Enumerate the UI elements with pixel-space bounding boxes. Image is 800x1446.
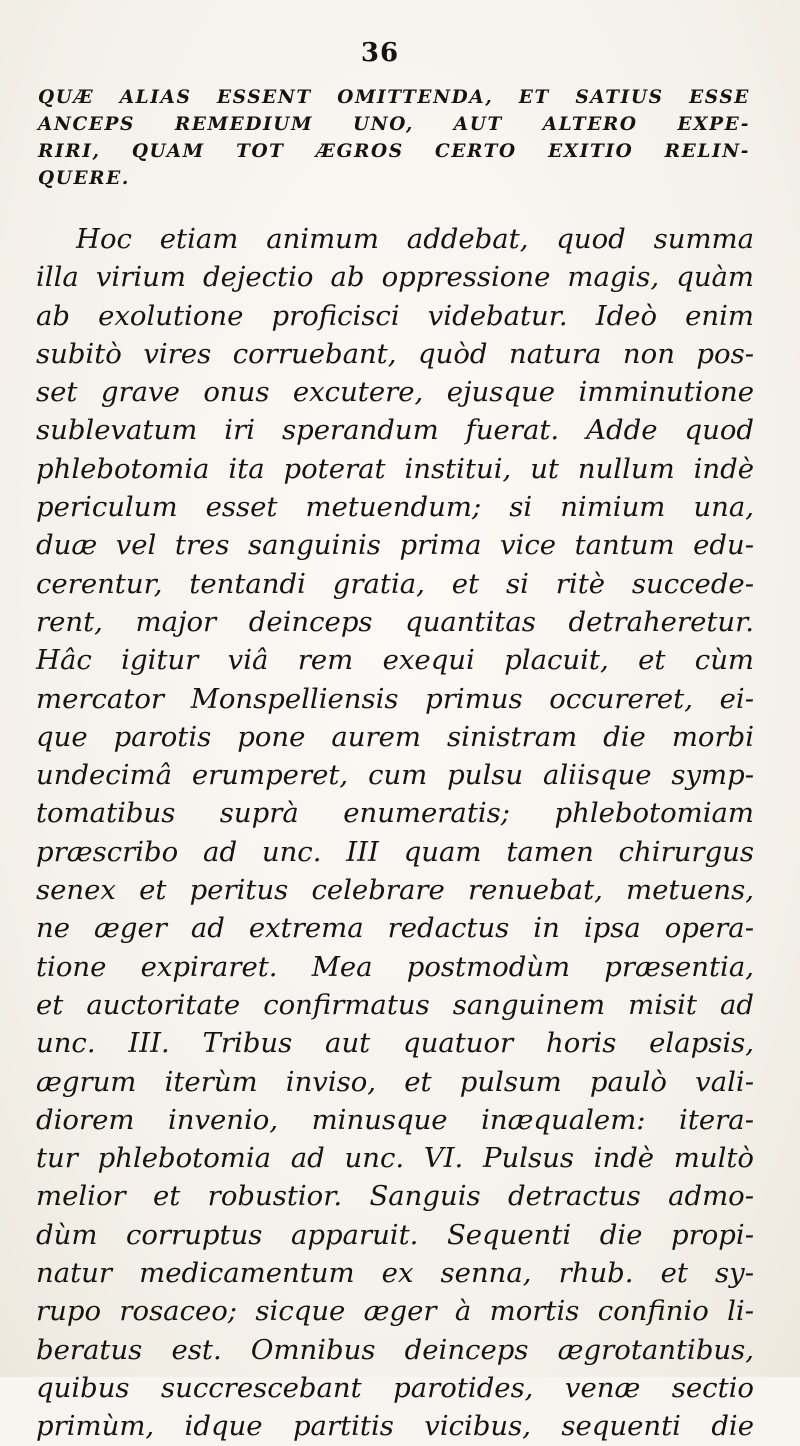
text-line: set grave onus excutere, ejusque imminutione: [36, 376, 754, 409]
text-line: diorem invenio, minusque inæqualem: itera-: [36, 1103, 754, 1136]
text-line: illa virium dejectio ab oppressione magis, quàm: [36, 261, 754, 294]
text-line: quibus succrescebant parotides, venæ sectio: [36, 1371, 754, 1404]
text-line: sublevatum iri sperandum fuerat. Adde quod: [36, 414, 754, 447]
text-line: phlebotomia ita poterat institui, ut nullum indè: [36, 452, 754, 485]
heading-line: ANCEPS REMEDIUM UNO, AUT ALTERO EXPE-: [38, 114, 750, 135]
text-line: tur phlebotomia ad unc. VI. Pulsus indè multò: [36, 1142, 754, 1175]
section-heading: [38, 84, 750, 192]
text-line: melior et robustior. Sanguis detractus admo-: [36, 1180, 754, 1213]
text-line: periculum esset metuendum; si nimium una,: [36, 491, 754, 524]
text-line: unc. III. Tribus aut quatuor horis elapsis,: [36, 1027, 754, 1060]
text-line: Hâc igitur viâ rem exequi placuit, et cùm: [36, 644, 754, 677]
heading-line: QUÆ ALIAS ESSENT OMITTENDA, ET SATIUS ESSE: [38, 87, 750, 108]
text-line: præscribo ad unc. III quam tamen chirurgus: [36, 835, 754, 868]
text-line: primùm, idque partitis vicibus, sequenti die: [36, 1410, 754, 1443]
text-line: subitò vires corruebant, quòd natura non pos-: [36, 337, 754, 370]
text-line: ab exolutione proficisci videbatur. Ideò enim: [36, 299, 754, 332]
text-line: ne æger ad extrema redactus in ipsa opera-: [36, 912, 754, 945]
text-line: undecimâ erumperet, cum pulsu aliisque symp-: [36, 759, 754, 792]
heading-line: QUERE.: [38, 168, 130, 189]
text-line: dùm corruptus apparuit. Sequenti die propi-: [36, 1218, 754, 1251]
text-line: tomatibus suprà enumeratis; phlebotomiam: [36, 797, 754, 830]
text-line: natur medicamentum ex senna, rhub. et sy-: [36, 1257, 754, 1290]
heading-line: RIRI, QUAM TOT ÆGROS CERTO EXITIO RELIN-: [38, 141, 750, 162]
text-line: cerentur, tentandi gratia, et si ritè succede-: [36, 567, 754, 600]
text-line: ægrum iterùm inviso, et pulsum paulò vali-: [36, 1065, 754, 1098]
text-line: beratus est. Omnibus deinceps ægrotantibus,: [36, 1333, 754, 1366]
text-line: tione expiraret. Mea postmodùm præsentia,: [36, 950, 754, 983]
text-line: rupo rosaceo; sicque æger à mortis confinio li-: [36, 1295, 754, 1328]
text-line: que parotis pone aurem sinistram die morbi: [36, 720, 754, 753]
page-number: 36: [360, 38, 400, 68]
text-line: duæ vel tres sanguinis prima vice tantum edu-: [36, 529, 754, 562]
text-line: senex et peritus celebrare renuebat, metuens,: [36, 874, 754, 907]
text-line: mercator Monspelliensis primus occureret, ei-: [36, 682, 754, 715]
text-line: et auctoritate confirmatus sanguinem misit ad: [36, 988, 754, 1021]
body-paragraph: [36, 220, 754, 1446]
text-line: Hoc etiam animum addebat, quod summa: [76, 223, 754, 255]
text-line: rent, major deinceps quantitas detraheretur.: [36, 605, 754, 638]
